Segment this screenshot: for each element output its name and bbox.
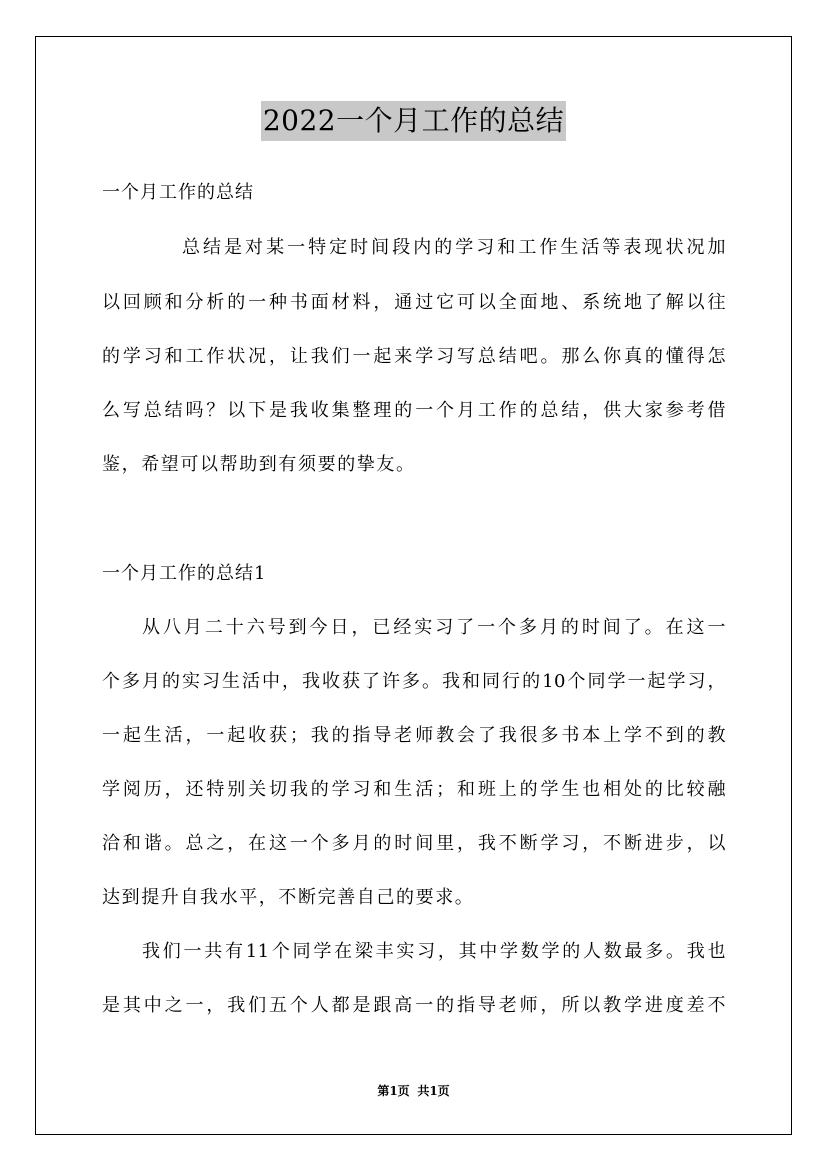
paragraph1-line: 个多月的实习生活中，我收获了许多。我和同行的10个同学一起学习， xyxy=(102,671,726,692)
page-total: 共1页 xyxy=(417,1084,450,1098)
intro-line: 总结是对某一特定时间段内的学习和工作生活等表现状况加 xyxy=(182,237,726,258)
paragraph1-line: 从八月二十六号到今日，已经实习了一个多月的时间了。在这一 xyxy=(142,617,726,638)
intro-heading: 一个月工作的总结 xyxy=(102,182,254,203)
paragraph1-line: 学阅历，还特别关切我的学习和生活；和班上的学生也相处的比较融 xyxy=(102,779,726,800)
paragraph1-line: 达到提升自我水平，不断完善自己的要求。 xyxy=(102,887,475,908)
paragraph2-line: 我们一共有11个同学在梁丰实习，其中学数学的人数最多。我也 xyxy=(142,941,726,962)
intro-line: 么写总结吗？以下是我收集整理的一个月工作的总结，供大家参考借 xyxy=(102,400,726,421)
page-number: 第1页 xyxy=(377,1084,410,1098)
paragraph2-line: 是其中之一，我们五个人都是跟高一的指导老师，所以教学进度差不 xyxy=(102,995,726,1016)
title-container xyxy=(0,101,827,141)
section1-heading: 一个月工作的总结1 xyxy=(102,563,267,584)
intro-line: 鉴，希望可以帮助到有须要的挚友。 xyxy=(102,454,416,475)
document-title: 2022一个月工作的总结 xyxy=(261,101,566,141)
paragraph1-line: 洽和谐。总之，在这一个多月的时间里，我不断学习，不断进步，以 xyxy=(102,833,726,854)
paragraph1-line: 一起生活，一起收获；我的指导老师教会了我很多书本上学不到的教 xyxy=(102,725,726,746)
intro-line: 的学习和工作状况，让我们一起来学习写总结吧。那么你真的懂得怎 xyxy=(102,346,726,367)
intro-line: 以回顾和分析的一种书面材料，通过它可以全面地、系统地了解以往 xyxy=(102,292,726,313)
page-footer xyxy=(0,1083,827,1099)
